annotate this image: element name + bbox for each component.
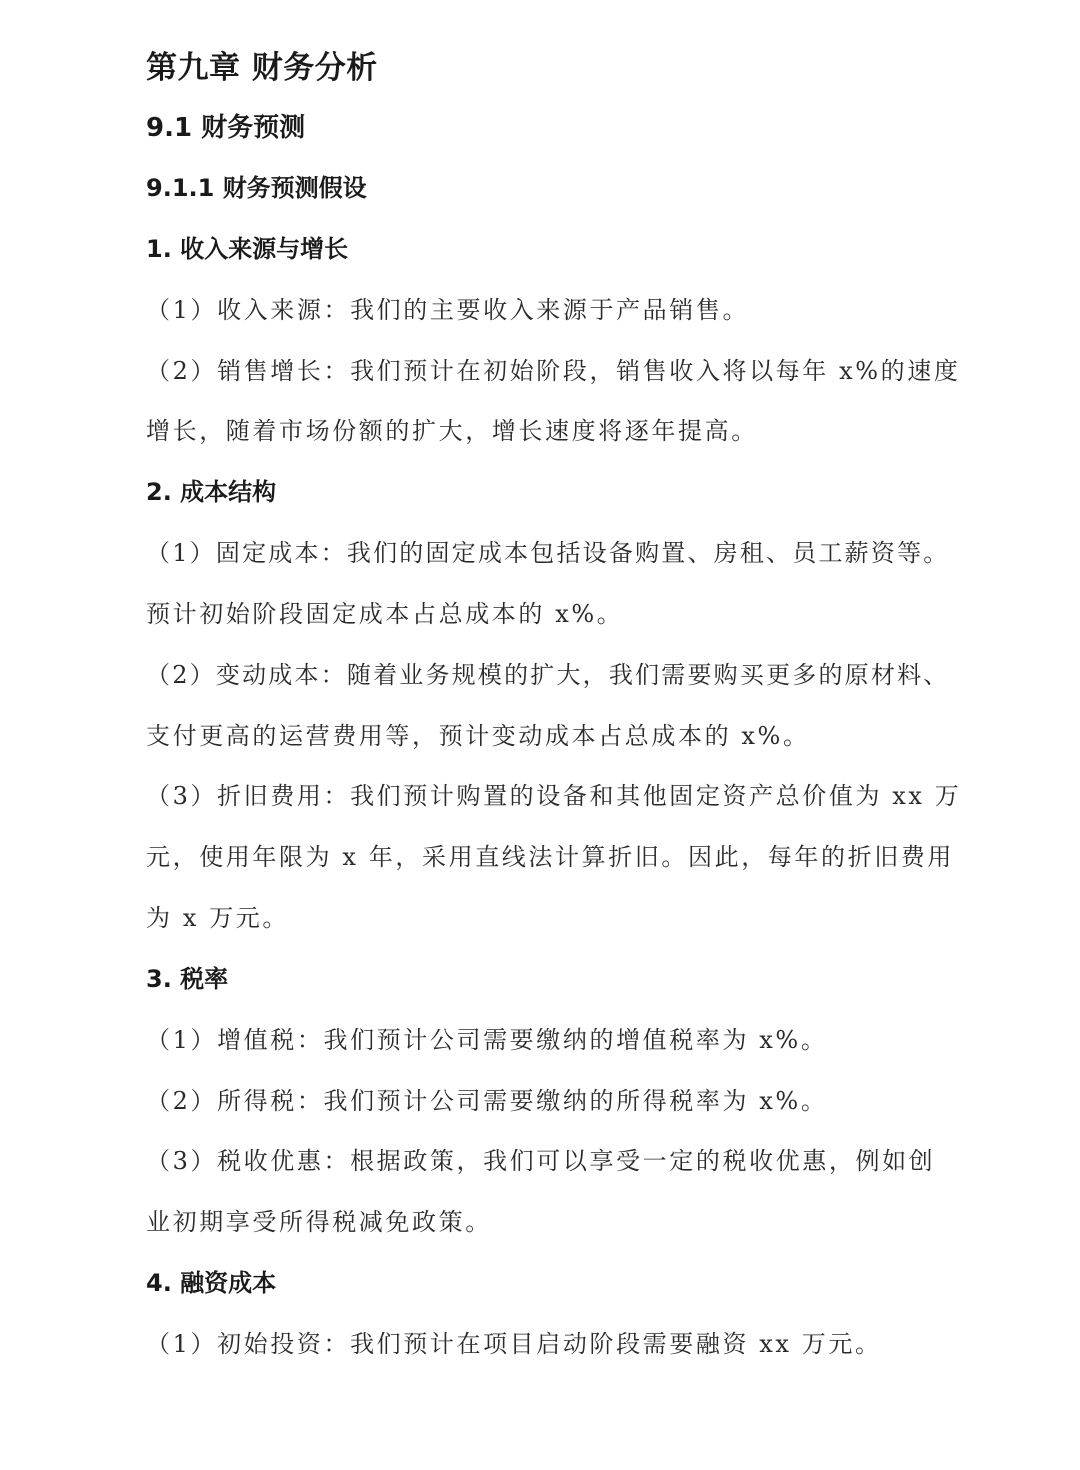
- paragraph-line: （3）折旧费用：我们预计购置的设备和其他固定资产总价值为 xx 万: [146, 782, 962, 810]
- part-heading-financing: 4. 融资成本: [146, 1269, 277, 1297]
- paragraph-line: （1）初始投资：我们预计在项目启动阶段需要融资 xx 万元。: [146, 1330, 882, 1358]
- part-heading-tax: 3. 税率: [146, 965, 229, 993]
- paragraph-line: （2）所得税：我们预计公司需要缴纳的所得税率为 x%。: [146, 1087, 828, 1115]
- part-heading-cost: 2. 成本结构: [146, 478, 277, 506]
- paragraph-line: （1）增值税：我们预计公司需要缴纳的增值税率为 x%。: [146, 1026, 828, 1054]
- part-heading-income: 1. 收入来源与增长: [146, 235, 349, 263]
- subsection-title: 9.1.1 财务预测假设: [146, 174, 367, 202]
- paragraph-line: 元，使用年限为 x 年，采用直线法计算折旧。因此，每年的折旧费用: [146, 843, 954, 871]
- paragraph-line: （3）税收优惠：根据政策，我们可以享受一定的税收优惠，例如创: [146, 1147, 936, 1175]
- section-title: 9.1 财务预测: [146, 113, 306, 143]
- paragraph-line: 增长，随着市场份额的扩大，增长速度将逐年提高。: [146, 417, 758, 445]
- paragraph-line: （1）固定成本：我们的固定成本包括设备购置、房租、员工薪资等。: [146, 539, 950, 567]
- paragraph-line: （1）收入来源：我们的主要收入来源于产品销售。: [146, 296, 750, 324]
- paragraph-line: （2）变动成本：随着业务规模的扩大，我们需要购买更多的原材料、: [146, 661, 950, 689]
- paragraph-line: 支付更高的运营费用等，预计变动成本占总成本的 x%。: [146, 722, 810, 750]
- paragraph-line: 业初期享受所得税减免政策。: [146, 1208, 492, 1236]
- chapter-title: 第九章 财务分析: [146, 50, 378, 86]
- paragraph-line: （2）销售增长：我们预计在初始阶段，销售收入将以每年 x%的速度: [146, 357, 961, 385]
- paragraph-line: 为 x 万元。: [146, 904, 289, 932]
- paragraph-line: 预计初始阶段固定成本占总成本的 x%。: [146, 600, 624, 628]
